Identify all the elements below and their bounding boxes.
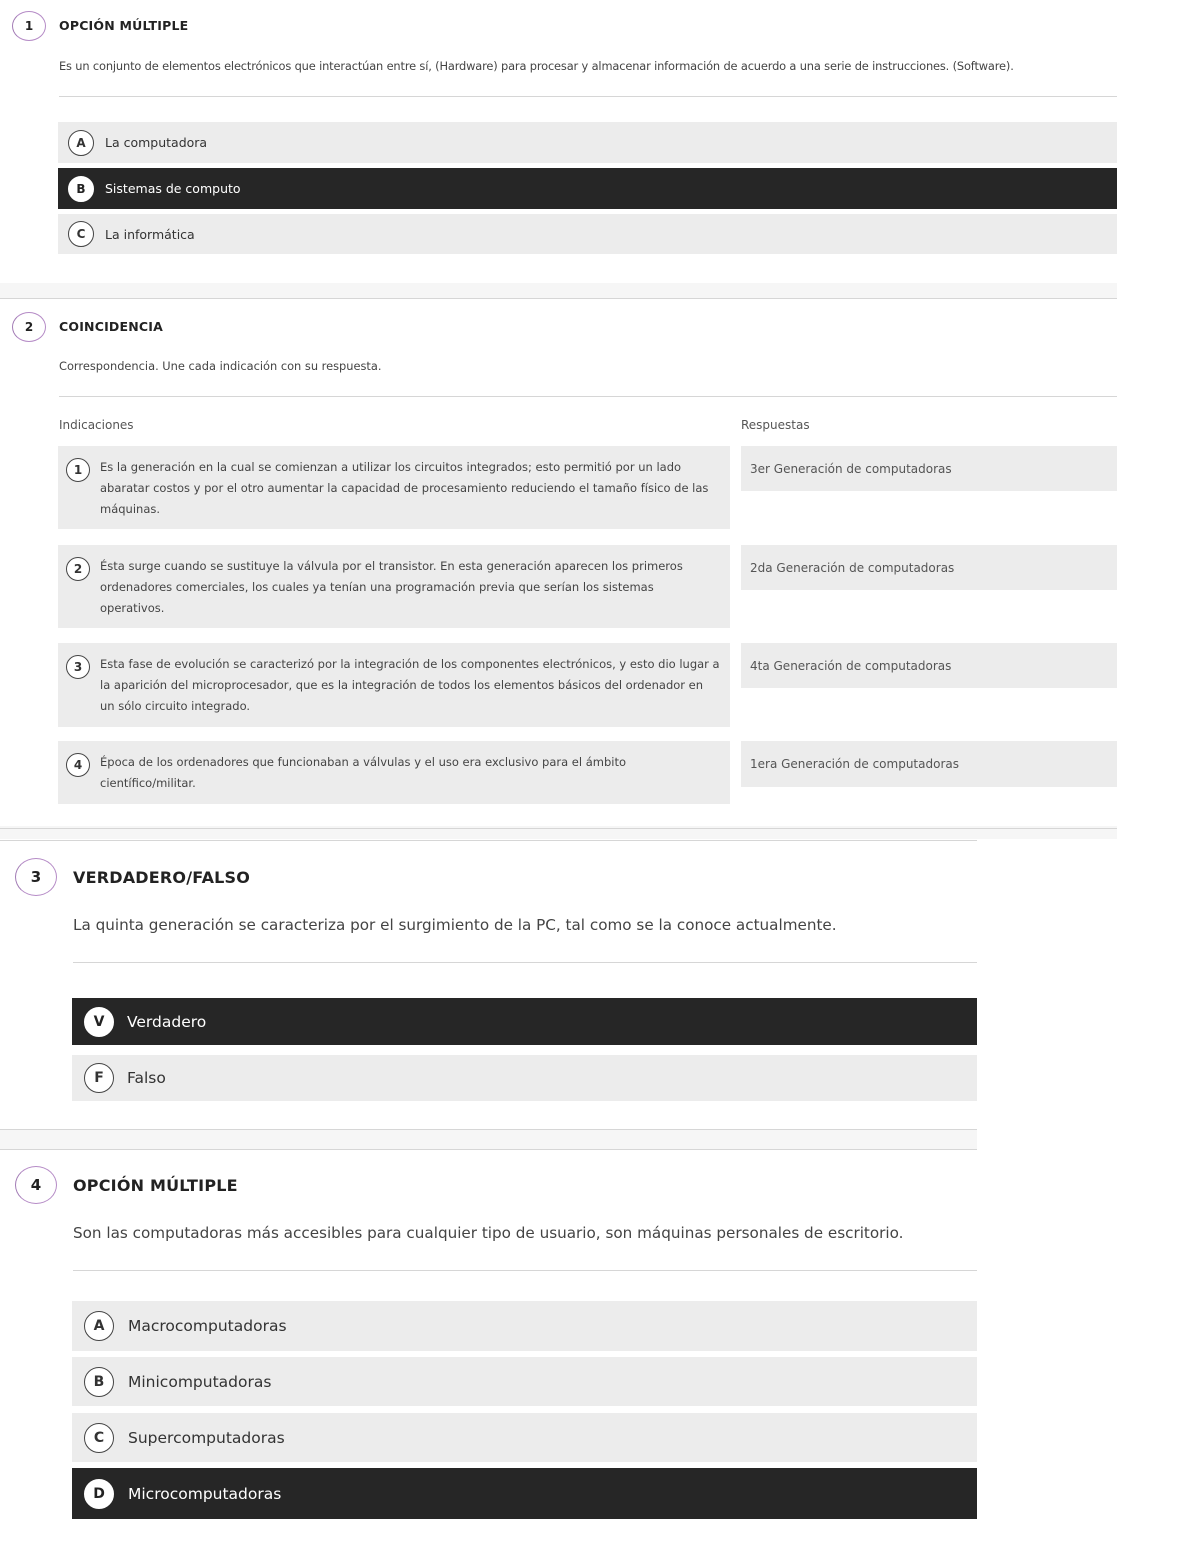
divider	[0, 828, 1117, 829]
indication-number-badge: 3	[66, 655, 90, 679]
option-label: La computadora	[105, 135, 208, 150]
divider	[73, 1270, 977, 1271]
question-number-badge: 4	[15, 1166, 57, 1204]
answer-option-a[interactable]	[58, 122, 1117, 163]
divider	[0, 1149, 977, 1150]
question-number-badge: 3	[15, 858, 57, 896]
option-letter-badge: A	[84, 1311, 114, 1341]
indication-item-1[interactable]	[58, 446, 730, 529]
divider	[73, 962, 977, 963]
option-label: Macrocomputadoras	[128, 1317, 287, 1335]
answer-option-b[interactable]	[58, 168, 1117, 209]
indications-column-header: Indicaciones	[59, 418, 134, 432]
question-prompt: Es un conjunto de elementos electrónicos que interactúan entre sí, (Hardware) para procesar y almacenar información de acuerdo a una serie de instrucciones. (Software).	[59, 59, 1014, 73]
answer-item-4[interactable]	[741, 741, 1117, 787]
answers-column-header: Respuestas	[741, 418, 810, 432]
indication-text: Ésta surge cuando se sustituye la válvula por el transistor. En esta generación aparecen los primeros ordenadores comerciales, los cuales ya tenían una programación previa que serían los sistemas operativos.	[100, 559, 683, 615]
answer-option-d[interactable]	[72, 1468, 977, 1519]
indication-item-2[interactable]	[58, 545, 730, 628]
indication-text: Época de los ordenadores que funcionaban a válvulas y el uso era exclusivo para el ámbito científico/militar.	[100, 755, 627, 790]
answer-option-c[interactable]	[72, 1413, 977, 1462]
indication-text: Es la generación en la cual se comienzan a utilizar los circuitos integrados; esto permitió por un lado abaratar costos y por el otro aumentar la capacidad de procesamiento reduciendo el tamaño físico de las máquinas.	[100, 460, 709, 516]
question-type-title: OPCIÓN MÚLTIPLE	[73, 1176, 238, 1195]
section-separator	[0, 283, 1117, 298]
answer-text: 3er Generación de computadoras	[750, 461, 952, 476]
option-label: Falso	[127, 1069, 166, 1087]
question-number-badge: 2	[12, 312, 46, 342]
answer-option-true[interactable]	[72, 998, 977, 1045]
option-label: Microcomputadoras	[128, 1484, 282, 1503]
answer-text: 4ta Generación de computadoras	[750, 658, 952, 673]
indication-text: Esta fase de evolución se caracterizó por la integración de los componentes electrónicos, y esto dio lugar a la aparición del microprocesador, que es la integración de todos los elementos básicos del ordenador en un sólo circuito integrado.	[100, 657, 720, 713]
answer-option-c[interactable]	[58, 214, 1117, 254]
divider	[0, 1129, 977, 1130]
indication-number-badge: 4	[66, 753, 90, 777]
question-type-title: VERDADERO/FALSO	[73, 868, 251, 887]
option-letter-badge: C	[68, 221, 94, 247]
answer-text: 2da Generación de computadoras	[750, 560, 955, 575]
indication-number-badge: 1	[66, 458, 90, 482]
divider	[59, 96, 1117, 97]
answer-item-3[interactable]	[741, 643, 1117, 688]
option-label: Verdadero	[127, 1012, 207, 1031]
answer-option-a[interactable]	[72, 1301, 977, 1351]
option-label: La informática	[105, 226, 195, 242]
option-letter-badge: B	[68, 176, 94, 202]
question-prompt: Correspondencia. Une cada indicación con su respuesta.	[59, 359, 382, 373]
answer-option-b[interactable]	[72, 1357, 977, 1406]
option-letter-badge: D	[84, 1479, 114, 1509]
indication-item-3[interactable]	[58, 643, 730, 727]
indication-number-badge: 2	[66, 557, 90, 581]
option-letter-badge: B	[84, 1367, 114, 1397]
answer-item-1[interactable]	[741, 446, 1117, 491]
option-label: Minicomputadoras	[128, 1372, 272, 1391]
option-letter-badge: F	[84, 1063, 114, 1093]
option-label: Sistemas de computo	[105, 181, 241, 196]
option-letter-badge: V	[84, 1007, 114, 1037]
divider	[59, 396, 1117, 397]
indication-item-4[interactable]	[58, 741, 730, 804]
option-label: Supercomputadoras	[128, 1428, 285, 1447]
divider	[0, 840, 977, 841]
question-prompt: La quinta generación se caracteriza por el surgimiento de la PC, tal como se la conoce actualmente.	[73, 916, 837, 934]
answer-text: 1era Generación de computadoras	[750, 757, 959, 771]
section-separator	[0, 1129, 977, 1149]
question-type-title: OPCIÓN MÚLTIPLE	[59, 18, 189, 33]
question-number-badge: 1	[12, 11, 46, 41]
answer-option-false[interactable]	[72, 1055, 977, 1101]
answer-item-2[interactable]	[741, 545, 1117, 590]
divider	[0, 298, 1117, 299]
question-prompt: Son las computadoras más accesibles para cualquier tipo de usuario, son máquinas personales de escritorio.	[73, 1224, 904, 1242]
option-letter-badge: A	[68, 130, 94, 156]
option-letter-badge: C	[84, 1423, 114, 1453]
question-type-title: COINCIDENCIA	[59, 319, 164, 334]
